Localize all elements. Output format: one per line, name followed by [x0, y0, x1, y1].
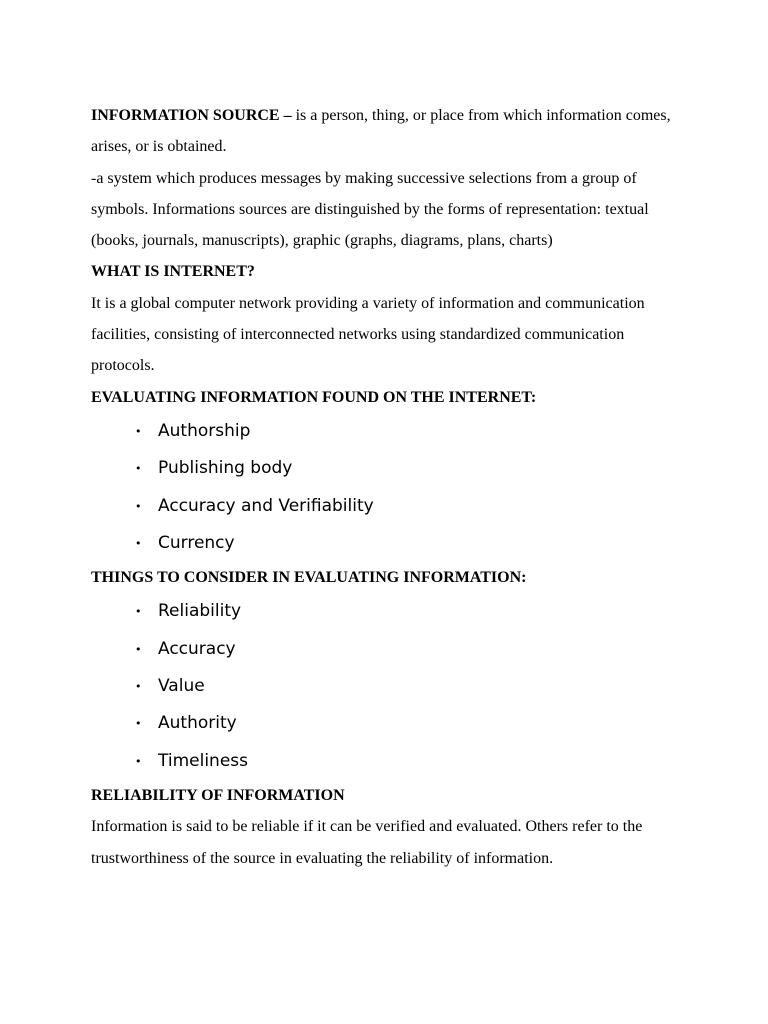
- bullet-icon: •: [135, 754, 142, 768]
- list-item: [91, 525, 691, 562]
- reliability-body: Information is said to be reliable if it can be verified and evaluated. Others refer to the trustworthiness of the source in evaluating the reliability of information.: [91, 818, 643, 867]
- bullet-icon: •: [135, 536, 142, 550]
- bullet-icon: •: [135, 717, 142, 731]
- reliability-heading: RELIABILITY OF INFORMATION: [91, 786, 345, 804]
- list-item-label: Authorship: [158, 420, 251, 441]
- document-page: [91, 100, 691, 874]
- list-item: [91, 413, 691, 450]
- bullet-icon: •: [135, 605, 142, 619]
- list-item: [91, 743, 691, 780]
- list-item-label: Authority: [158, 713, 237, 734]
- things-to-consider-heading: THINGS TO CONSIDER IN EVALUATING INFORMATION:: [91, 569, 527, 587]
- list-item: [91, 488, 691, 525]
- evaluating-internet-list: [91, 413, 691, 562]
- list-item: [91, 668, 691, 705]
- list-item: [91, 593, 691, 630]
- list-item-label: Accuracy and Verifiability: [158, 495, 374, 516]
- list-item: [91, 631, 691, 668]
- list-item-label: Timeliness: [158, 750, 248, 771]
- info-source-definition: is a person, thing, or place from which information comes, arises, or is obtained.: [91, 107, 671, 156]
- internet-body: It is a global computer network providing a variety of information and communication facilities, consisting of interconnected networks using standardized communication protocols.: [91, 294, 645, 375]
- list-item-label: Value: [158, 676, 205, 697]
- list-item-label: Currency: [158, 532, 235, 553]
- things-to-consider-list: [91, 593, 691, 779]
- internet-heading: WHAT IS INTERNET?: [91, 263, 255, 281]
- evaluating-internet-heading: EVALUATING INFORMATION FOUND ON THE INTERNET:: [91, 388, 537, 406]
- info-source-extra: -a system which produces messages by making successive selections from a group of symbols. Informations sources are distinguished by the forms of representation: textual (books, journals, manuscripts), graphic (graphs, diagrams, plans, charts): [91, 169, 649, 250]
- bullet-icon: •: [135, 462, 142, 476]
- info-source-paragraph: [91, 100, 691, 163]
- list-item-label: Accuracy: [158, 638, 236, 659]
- bullet-icon: •: [135, 499, 142, 513]
- list-item-label: Reliability: [158, 601, 242, 622]
- bullet-icon: •: [135, 424, 142, 438]
- info-source-term: INFORMATION SOURCE –: [91, 107, 292, 124]
- bullet-icon: •: [135, 642, 142, 656]
- list-item: [91, 705, 691, 742]
- list-item-label: Publishing body: [158, 458, 293, 479]
- bullet-icon: •: [135, 680, 142, 694]
- list-item: [91, 450, 691, 487]
